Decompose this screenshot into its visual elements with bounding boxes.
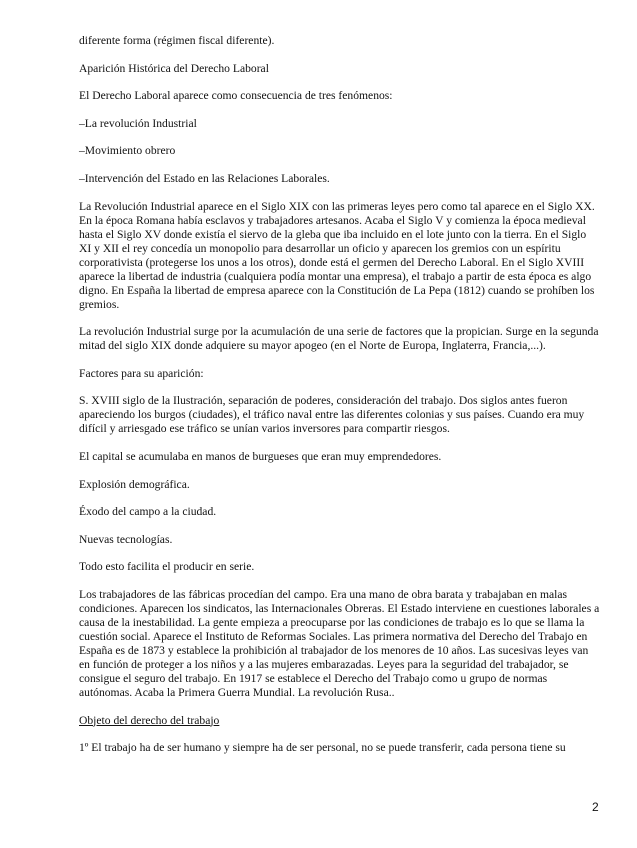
paragraph-workers-conditions: Los trabajadores de las fábricas procedían del campo. Era una mano de obra barata y trabajaban en malas condiciones. Aparecen los sindicatos, las Internacionales Obreras. El Estado interviene en cuestiones laborales a causa de la inestabilidad. La gente empieza a preocuparse por las condiciones de trabajo es lo que se llama la cuestión social. Aparece el Instituto de Reformas Sociales. Las primera normativa del Derecho del Trabajo en España es de 1873 y establece la prohibición al trabajador de los menores de 10 años. Las sucesivas leyes van en función de proteger a los niños y a las mujeres embarazadas. Leyes para la seguridad del trabajador, se consigue el seguro del trabajo. En 1917 se establece el Derecho del Trabajo como u grupo de normas autónomas. Acaba la Primera Guerra Mundial. La revolución Rusa.. (79, 587, 600, 699)
section-heading-object-of-labor-law: Objeto del derecho del trabajo (79, 713, 220, 727)
intro-sentence: El Derecho Laboral aparece como consecuencia de tres fenómenos: (79, 89, 393, 103)
paragraph-enlightenment: S. XVIII siglo de la Ilustración, separación de poderes, consideración del trabajo. Dos siglos antes fueron apareciendo los burgos (ciudades), el tráfico naval entre las diferentes colonias y sus países. Cuando era muy difícil y arriesgado ese tráfico se unían varios inversores para compartir riesgos. (79, 394, 585, 436)
factors-heading: Factores para su aparición: (79, 366, 204, 380)
paragraph-industrial-revolution-history: La Revolución Industrial aparece en el Siglo XIX con las primeras leyes pero como tal aparece en el Siglo XX. En la época Romana había esclavos y trabajadores artesanos. Acaba el Siglo V y comienza la época medieval hasta el Siglo XV donde existía el siervo de la gleba que iba incluido en el lote junto con la tierra. En el Siglo XI y XII el rey concedía un monopolio para desarrollar un oficio y aparecen los gremios con un espíritu corporativista (protegerse los unos a los otros), donde está el germen del Derecho Laboral. En el Siglo XVIII aparece la libertad de industria (cualquiera podía montar una empresa), el trabajo a partir de esta época es algo digno. En España la libertad de empresa aparece con la Constitución de La Pepa (1812) cuando se prohíben los gremios. (79, 199, 595, 311)
factor-demographic-explosion: Explosión demográfica. (79, 477, 190, 491)
paragraph-industrial-revolution-factors: La revolución Industrial surge por la acumulación de una serie de factores que la propician. Surge en la segunda mitad del siglo XIX donde adquiere su mayor apogeo (en el Norte de Europa, Inglaterra, Francia,...). (79, 325, 599, 353)
text-line-continuation: diferente forma (régimen fiscal diferente). (79, 34, 275, 47)
section-heading-historical-appearance: Aparición Histórica del Derecho Laboral (79, 61, 269, 75)
factor-rural-exodus: Éxodo del campo a la ciudad. (79, 505, 217, 519)
page-body (79, 34, 601, 769)
page-number: 2 (592, 800, 599, 814)
list-item-industrial-revolution: –La revolución Industrial (79, 116, 197, 130)
list-item-state-intervention: –Intervención del Estado en las Relaciones Laborales. (79, 171, 330, 185)
factor-mass-production: Todo esto facilita el producir en serie. (79, 560, 255, 574)
paragraph-first-principle: 1º El trabajo ha de ser humano y siempre ha de ser personal, no se puede transferir, cada persona tiene su (79, 741, 566, 755)
list-item-workers-movement: –Movimiento obrero (79, 144, 176, 158)
factor-new-technologies: Nuevas tecnologías. (79, 532, 173, 546)
factor-capital: El capital se acumulaba en manos de burgueses que eran muy emprendedores. (79, 449, 442, 463)
